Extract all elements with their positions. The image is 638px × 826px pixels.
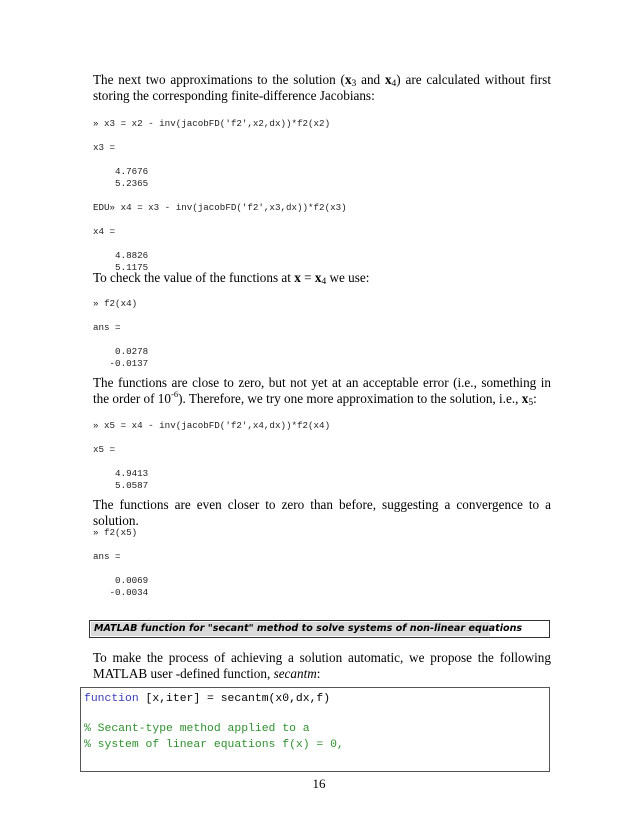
code-comment: % Secant-type method applied to a xyxy=(84,723,310,735)
paragraph-check-functions xyxy=(93,270,551,286)
text: To make the process of achieving a solution automatic, we propose the following MATLAB user -defined function, xyxy=(93,650,551,681)
matlab-code-box xyxy=(80,687,550,772)
text: ). Therefore, we try one more approximation to the solution, i.e., xyxy=(178,391,522,406)
superscript: -6 xyxy=(171,389,179,399)
section-heading xyxy=(89,620,550,638)
code-block-f2-x5: » f2(x5) ans = 0.0069 -0.0034 xyxy=(93,527,149,598)
text: ) are calculated without first storing the corresponding finite-difference Jacobians: xyxy=(93,72,551,103)
page-number: 16 xyxy=(312,776,326,791)
keyword: function xyxy=(84,693,139,705)
vector-x5: x xyxy=(521,391,529,406)
text: : xyxy=(533,391,537,406)
function-signature: [x,iter] = secantm(x0,dx,f) xyxy=(138,693,331,705)
function-name: secantm xyxy=(273,666,317,681)
text: and xyxy=(356,72,385,87)
paragraph-close-to-zero xyxy=(93,375,551,407)
vector-x: x xyxy=(294,270,301,285)
code-line-function xyxy=(84,692,330,707)
text: The functions are even closer to zero than before, suggesting a convergence to a solution. xyxy=(93,497,551,528)
paragraph-even-closer xyxy=(93,497,551,529)
vector-x3: x xyxy=(344,72,352,87)
text: = xyxy=(300,270,315,285)
subscript: 3 xyxy=(351,79,357,89)
text: : xyxy=(316,666,321,681)
code-block-x5: » x5 = x4 - inv(jacobFD('f2',x4,dx))*f2(x4) x5 = 4.9413 5.0587 xyxy=(93,420,331,491)
code-comment: % system of linear equations f(x) = 0, xyxy=(84,739,344,751)
code-block-f2-x4: » f2(x4) ans = 0.0278 -0.0137 xyxy=(93,298,149,369)
text: we use: xyxy=(326,270,370,285)
subscript: 4 xyxy=(321,277,327,287)
paragraph-next-approximations xyxy=(93,72,551,104)
vector-x4: x xyxy=(314,270,322,285)
paragraph-automatic-solution xyxy=(93,650,551,682)
code-block-x3-x4: » x3 = x2 - inv(jacobFD('f2',x2,dx))*f2(x2) x3 = 4.7676 5.2365 EDU» x4 = x3 - inv(jacobFD('f2',x3,dx))*f2(x3) x4 = 4.8826 5.1175 xyxy=(93,118,347,273)
section-heading-text: MATLAB function for "secant" method to solve systems of non-linear equations xyxy=(94,623,523,634)
subscript: 5 xyxy=(528,398,534,408)
vector-x4: x xyxy=(384,72,392,87)
text: The functions are close to zero, but not yet at an acceptable error (i.e., something in the order of 10 xyxy=(93,375,551,406)
subscript: 4 xyxy=(391,79,397,89)
text: To check the value of the functions at xyxy=(93,270,295,285)
text: The next two approximations to the solution ( xyxy=(93,72,345,87)
